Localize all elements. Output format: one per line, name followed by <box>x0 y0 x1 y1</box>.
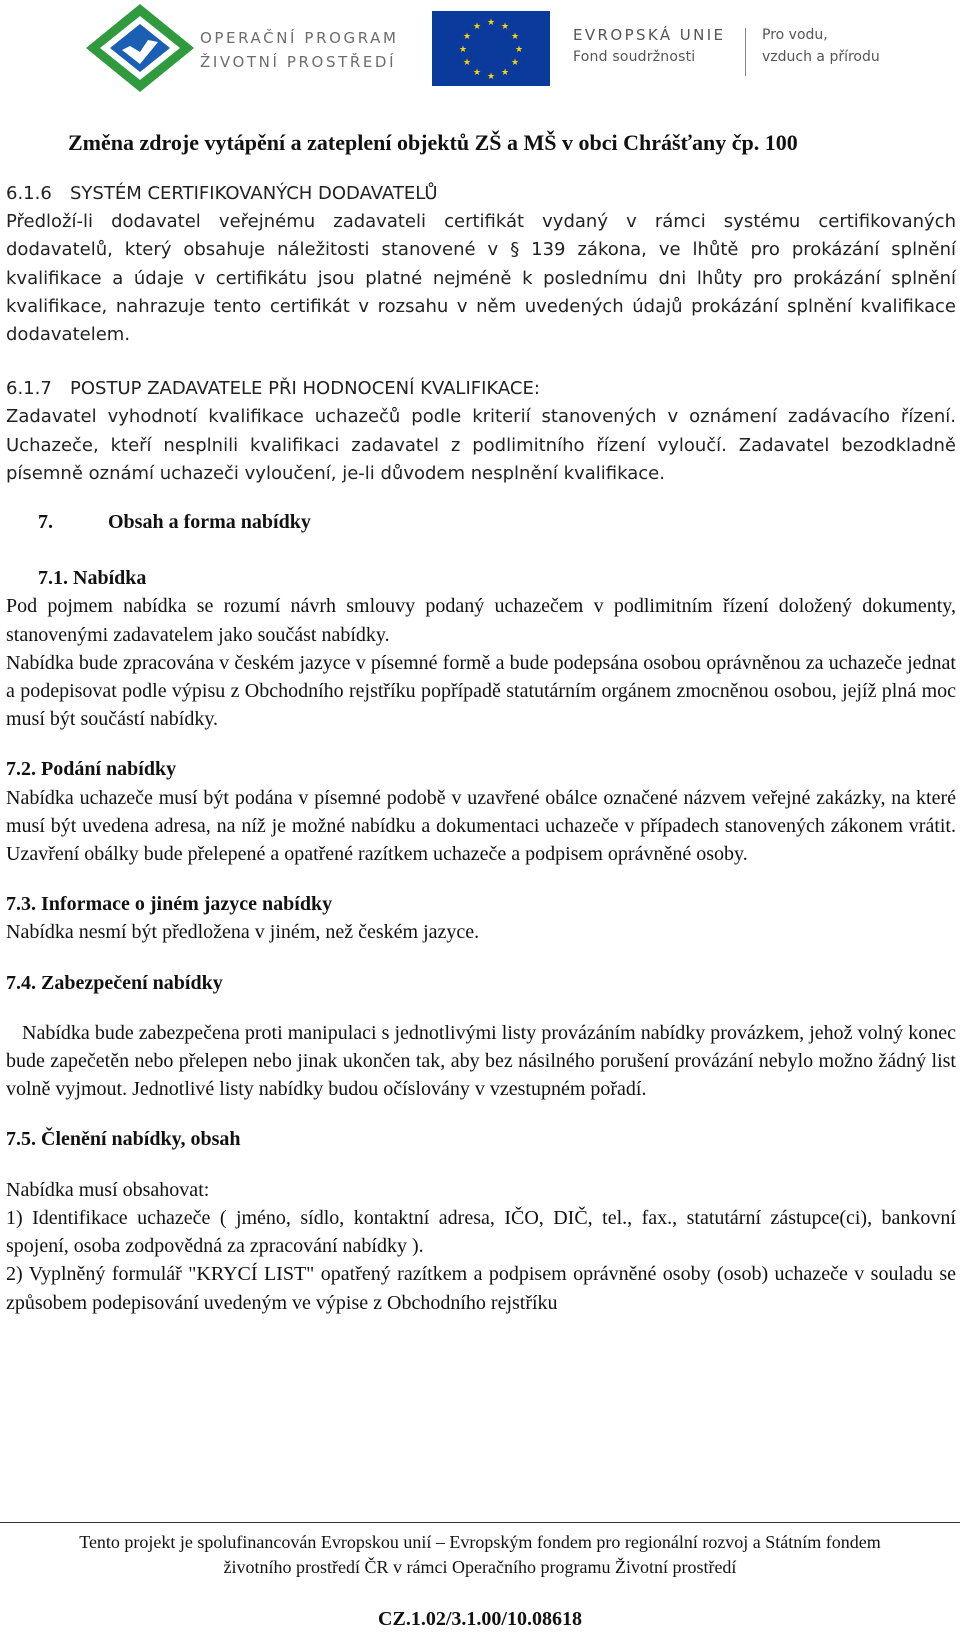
section-7-3-p1: Nabídka nesmí být předložena v jiném, než českém jazyce. <box>6 921 480 944</box>
section-6-1-7-heading: 6.1.7 POSTUP ZADAVATELE PŘI HODNOCENÍ KVALIFIKACE: <box>6 378 540 400</box>
document-title: Změna zdroje vytápění a zateplení objektů ZŠ a MŠ v obci Chrášťany čp. 100 <box>68 130 798 155</box>
section-6-1-6-heading: 6.1.6 SYSTÉM CERTIFIKOVANÝCH DODAVATELŮ <box>6 183 438 204</box>
section-7-5-item2: 2) Vyplněný formulář "KRYCÍ LIST" opatřený razítkem a podpisem oprávněné osoby (osob) uchazeče v souladu se způsobem podepisování uvedeným ve výpise z Obchodního rejstříku <box>6 1263 956 1314</box>
svg-text:★: ★ <box>472 68 482 78</box>
section-7-4-p1: Nabídka bude zabezpečena proti manipulaci s jednotlivými listy provázáním nabídky provázkem, jehož volný konec bude zapečetěn nebo přelepen nebo jinak ukončen tak, aby bez násilného porušení provázání nebylo možno žádný list volně vyjmout. Jednotlivé listy nabídky budou očíslovány v vzestupném pořadí. <box>6 1021 956 1101</box>
eu-text: EVROPSKÁ UNIE Fond soudržnosti <box>573 26 726 65</box>
section-7-5-item1: 1) Identifikace uchazeče ( jméno, sídlo, kontaktní adresa, IČO, DIČ, tel., fax., statutární zástupce(ci), bankovní spojení, osoba zodpovědná za zpracování nabídky ). <box>6 1206 956 1258</box>
svg-text:★: ★ <box>500 22 510 32</box>
slogan: Pro vodu, vzduch a přírodu <box>762 27 880 65</box>
svg-text:★: ★ <box>462 32 472 42</box>
footer-divider <box>0 1522 960 1523</box>
header-logos <box>0 0 960 100</box>
section-6-1-7-text: Zadavatel vyhodnotí kvalifikace uchazečů podle kriterií stanovených v oznámení zadávacího řízení. Uchazeče, kteří nesplnili kvalifikaci zadavatel z podlimitního řízení vyloučí. Zadavatel bezodkladně písemně oznámí uchazeči vyloučení, je-li důvodem nesplnění kvalifikace. <box>6 406 956 484</box>
eu-flag-icon <box>432 11 550 86</box>
svg-text:★: ★ <box>462 58 472 68</box>
svg-text:★: ★ <box>486 72 496 82</box>
svg-text:★: ★ <box>510 58 520 68</box>
section-7-2-p1: Nabídka uchazeče musí být podána v písemné podobě v uzavřené obálce označené názvem veřejné zakázky, na které musí být uvedena adresa, na níž je možné nabídku a dokumentaci uchazeče v případech stanovených zákonem vrátit. Uzavření obálky bude přelepené a opatřené razítkem uchazeče a podpisem oprávněné osoby. <box>6 786 956 866</box>
project-code: CZ.1.02/3.1.00/10.08618 <box>378 1608 582 1630</box>
section-7-heading: 7. Obsah a forma nabídky <box>38 511 311 534</box>
section-6-1-6-text: Předloží-li dodavatel veřejnému zadavateli certifikát vydaný v rámci systému certifikovaných dodavatelů, který obsahuje náležitosti stanovené v § 139 zákona, ve lhůtě pro prokázání splnění kvalifikace a údaje v certifikátu jsou platné nejméně k poslednímu dni lhůty pro prokázání splnění kvalifikace, nahrazuje tento certifikát v rozsahu v něm uvedených údajů prokázání splnění kvalifikace dodavatelem. <box>6 211 956 346</box>
section-7-1-heading: 7.1. Nabídka <box>38 567 147 590</box>
section-7-1-p1: Pod pojmem nabídka se rozumí návrh smlouvy podaný uchazečem v podlimitním řízení doložený dokumenty, stanovenými zadavatelem jako součást nabídky. <box>6 595 956 646</box>
footer-text: Tento projekt je spolufinancován Evropskou unií – Evropským fondem pro regionální rozvoj a Státním fondem životního prostředí ČR v rámci Operačního programu Životní prostředí <box>79 1532 881 1577</box>
section-7-2-heading: 7.2. Podání nabídky <box>6 758 177 781</box>
header-divider <box>745 28 746 76</box>
svg-text:★: ★ <box>510 32 520 42</box>
section-7-5-heading: 7.5. Členění nabídky, obsah <box>6 1128 241 1151</box>
svg-text:★: ★ <box>472 22 482 32</box>
section-7-4-heading: 7.4. Zabezpečení nabídky <box>6 971 223 994</box>
svg-text:★: ★ <box>486 18 496 28</box>
section-7-3-heading: 7.3. Informace o jiném jazyce nabídky <box>6 893 333 916</box>
svg-text:★: ★ <box>500 68 510 78</box>
section-7-5-intro: Nabídka musí obsahovat: <box>6 1178 210 1201</box>
svg-text:★: ★ <box>458 45 468 55</box>
op-logo-text: OPERAČNÍ PROGRAM ŽIVOTNÍ PROSTŘEDÍ <box>200 29 399 71</box>
svg-text:★: ★ <box>514 45 524 55</box>
document-body <box>6 180 956 1317</box>
section-7-1-p2: Nabídka bude zpracována v českém jazyce v písemné formě a bude podepsána osobou oprávněnou za uchazeče jednat a podepisovat podle výpisu z Obchodního rejstříku popřípadě statutárním orgánem zmocněnou osobou, jejíž plná moc musí být součástí nabídky. <box>6 651 956 731</box>
